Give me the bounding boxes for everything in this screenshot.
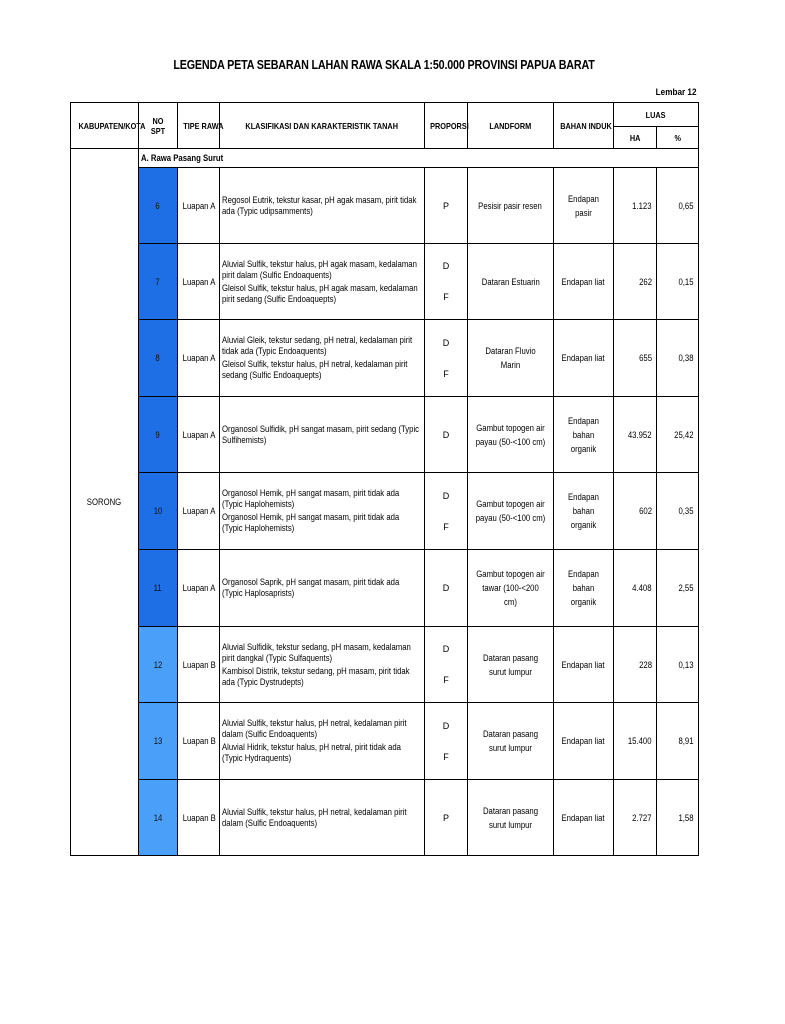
luas-ha-cell: 1.123 xyxy=(614,168,657,244)
tipe-rawa-cell: Luapan B xyxy=(178,627,220,703)
landform-cell: Dataran pasang surut lumpur xyxy=(468,627,554,703)
tipe-rawa-cell: Luapan A xyxy=(178,397,220,473)
luas-pct-cell: 0,15 xyxy=(657,244,699,320)
bahan-induk-cell: Endapan liat xyxy=(554,320,614,397)
table-row xyxy=(71,550,699,627)
kabupaten-cell: SORONG xyxy=(71,149,139,856)
tipe-rawa-cell: Luapan A xyxy=(178,473,220,550)
landform-cell: Dataran Estuarin xyxy=(468,244,554,320)
table-row xyxy=(71,320,699,397)
klasifikasi-entry: Aluvial Sulfik, tekstur halus, pH netral, kedalaman pirit dalam (Sulfic Endoaquents) xyxy=(222,718,407,739)
header-pct: % xyxy=(657,127,699,149)
sheet-number: Lembar 12 xyxy=(656,87,697,98)
bahan-induk-cell: Endapan bahan organik xyxy=(554,397,614,473)
no-spt-cell: 12 xyxy=(139,627,178,703)
no-spt-cell: 11 xyxy=(139,550,178,627)
proporsi-entry: F xyxy=(443,751,449,762)
header-klasifikasi: KLASIFIKASI DAN KARAKTERISTIK TANAH xyxy=(220,103,425,149)
tipe-rawa-cell: Luapan A xyxy=(178,320,220,397)
header-tipe-rawa: TIPE RAWA xyxy=(178,103,220,149)
tipe-rawa-cell: Luapan B xyxy=(178,703,220,780)
luas-ha-cell: 228 xyxy=(614,627,657,703)
proporsi-entry: P xyxy=(442,812,449,823)
proporsi-entry: D xyxy=(442,583,450,593)
header-ha: HA xyxy=(614,127,657,149)
proporsi-entry: D xyxy=(442,720,450,731)
bahan-induk-cell: Endapan liat xyxy=(554,627,614,703)
luas-pct-cell: 1,58 xyxy=(657,780,699,856)
proporsi-entry: D xyxy=(442,429,450,440)
luas-ha-cell: 655 xyxy=(614,320,657,397)
landform-cell: Gambut topogen air payau (50-<100 cm) xyxy=(468,397,554,473)
table-row xyxy=(71,397,699,473)
proporsi-entry: D xyxy=(442,337,450,348)
bahan-induk-cell: Endapan pasir xyxy=(554,168,614,244)
table-row xyxy=(71,703,699,780)
landform-cell: Dataran Fluvio Marin xyxy=(468,320,554,397)
klasifikasi-entry: Aluvial Gleik, tekstur sedang, pH netral, kedalaman pirit tidak ada (Typic Endoaquents) xyxy=(222,335,413,356)
table-row xyxy=(71,244,699,320)
proporsi-entry: F xyxy=(443,368,449,379)
proporsi-cell xyxy=(425,168,468,244)
table-row xyxy=(71,627,699,703)
legend-table xyxy=(70,102,699,856)
klasifikasi-entry: Aluvial Sulfidik, tekstur sedang, pH masam, kedalaman pirit dangkal (Typic Sulfaquents) xyxy=(222,641,411,663)
klasifikasi-cell xyxy=(220,703,425,780)
klasifikasi-cell xyxy=(220,244,425,320)
klasifikasi-cell xyxy=(220,397,425,473)
klasifikasi-entry: Aluvial Sulfik, tekstur halus, pH netral, kedalaman pirit dalam (Sulfic Endoaquents) xyxy=(222,806,407,828)
klasifikasi-entry: Aluvial Sulfik, tekstur halus, pH agak masam, kedalaman pirit dalam (Sulfic Endoaquents) xyxy=(222,258,417,280)
no-spt-cell: 9 xyxy=(139,397,178,473)
table-row xyxy=(71,780,699,856)
proporsi-entry: D xyxy=(442,261,450,271)
luas-pct-cell: 8,91 xyxy=(657,703,699,780)
proporsi-cell xyxy=(425,550,468,627)
proporsi-entry: D xyxy=(442,490,450,501)
bahan-induk-cell: Endapan liat xyxy=(554,244,614,320)
klasifikasi-entry: Gleisol Sulfik, tekstur halus, pH netral, kedalaman pirit sedang (Sulfic Endoaquepts) xyxy=(222,359,408,380)
luas-ha-cell: 2.727 xyxy=(614,780,657,856)
klasifikasi-cell xyxy=(220,550,425,627)
landform-cell: Gambut topogen air payau (50-<100 cm) xyxy=(468,473,554,550)
klasifikasi-entry: Kambisol Distrik, tekstur sedang, pH masam, pirit tidak ada (Typic Dystrudepts) xyxy=(222,665,410,687)
header-bahan-induk: BAHAN INDUK xyxy=(554,103,614,149)
proporsi-entry: F xyxy=(443,521,449,532)
tipe-rawa-cell: Luapan A xyxy=(178,168,220,244)
klasifikasi-entry: Aluvial Hidrik, tekstur halus, pH netral, pirit tidak ada (Typic Hydraquents) xyxy=(222,742,401,763)
klasifikasi-entry: Regosol Eutrik, tekstur kasar, pH agak masam, pirit tidak ada (Typic udipsamments) xyxy=(222,194,417,216)
klasifikasi-cell xyxy=(220,627,425,703)
proporsi-cell xyxy=(425,780,468,856)
tipe-rawa-cell: Luapan B xyxy=(178,780,220,856)
proporsi-cell xyxy=(425,627,468,703)
luas-pct-cell: 0,38 xyxy=(657,320,699,397)
header-no-spt: NO SPT xyxy=(139,103,178,149)
luas-ha-cell: 4.408 xyxy=(614,550,657,627)
bahan-induk-cell: Endapan bahan organik xyxy=(554,550,614,627)
section-row xyxy=(71,149,699,168)
no-spt-cell: 13 xyxy=(139,703,178,780)
proporsi-cell xyxy=(425,473,468,550)
proporsi-cell xyxy=(425,703,468,780)
klasifikasi-cell xyxy=(220,780,425,856)
luas-ha-cell: 262 xyxy=(614,244,657,320)
header-luas: LUAS xyxy=(614,103,699,127)
luas-pct-cell: 0,35 xyxy=(657,473,699,550)
proporsi-cell xyxy=(425,397,468,473)
klasifikasi-cell xyxy=(220,320,425,397)
luas-pct-cell: 0,13 xyxy=(657,627,699,703)
tipe-rawa-cell: Luapan A xyxy=(178,244,220,320)
proporsi-cell xyxy=(425,244,468,320)
proporsi-entry: D xyxy=(442,644,450,654)
luas-ha-cell: 15.400 xyxy=(614,703,657,780)
luas-pct-cell: 25,42 xyxy=(657,397,699,473)
luas-pct-cell: 0,65 xyxy=(657,168,699,244)
no-spt-cell: 6 xyxy=(139,168,178,244)
header-proporsi: PROPORSI xyxy=(425,103,468,149)
landform-cell: Dataran pasang surut lumpur xyxy=(468,780,554,856)
landform-cell: Gambut topogen air tawar (100-<200 cm) xyxy=(468,550,554,627)
klasifikasi-entry: Organosol Sulfidik, pH sangat masam, pirit sedang (Typic Sulfihemists) xyxy=(222,423,420,445)
table-row xyxy=(71,473,699,550)
bahan-induk-cell: Endapan liat xyxy=(554,703,614,780)
klasifikasi-entry: Gleisol Sulfik, tekstur halus, pH agak masam, kedalaman pirit sedang (Sulfic Endoaquepts) xyxy=(222,282,418,304)
landform-cell: Dataran pasang surut lumpur xyxy=(468,703,554,780)
no-spt-cell: 14 xyxy=(139,780,178,856)
tipe-rawa-cell: Luapan A xyxy=(178,550,220,627)
table-body xyxy=(71,149,699,856)
no-spt-cell: 8 xyxy=(139,320,178,397)
section-title: A. Rawa Pasang Surut xyxy=(139,149,699,168)
proporsi-cell xyxy=(425,320,468,397)
klasifikasi-cell xyxy=(220,473,425,550)
bahan-induk-cell: Endapan liat xyxy=(554,780,614,856)
no-spt-cell: 10 xyxy=(139,473,178,550)
header-kabupaten: KABUPATEN/KOTA xyxy=(71,103,139,149)
luas-pct-cell: 2,55 xyxy=(657,550,699,627)
document-title: LEGENDA PETA SEBARAN LAHAN RAWA SKALA 1:50.000 PROVINSI PAPUA BARAT xyxy=(173,58,595,72)
proporsi-entry: F xyxy=(443,292,449,302)
landform-cell: Pesisir pasir resen xyxy=(468,168,554,244)
luas-ha-cell: 602 xyxy=(614,473,657,550)
luas-ha-cell: 43.952 xyxy=(614,397,657,473)
bahan-induk-cell: Endapan bahan organik xyxy=(554,473,614,550)
klasifikasi-entry: Organosol Saprik, pH sangat masam, pirit tidak ada (Typic Haplosaprists) xyxy=(222,577,400,598)
no-spt-cell: 7 xyxy=(139,244,178,320)
klasifikasi-entry: Organosol Hemik, pH sangat masam, pirit tidak ada (Typic Haplohemists) xyxy=(222,512,400,533)
header-landform: LANDFORM xyxy=(468,103,554,149)
table-row xyxy=(71,168,699,244)
proporsi-entry: P xyxy=(442,200,449,211)
klasifikasi-entry: Organosol Hemik, pH sangat masam, pirit tidak ada (Typic Haplohemists) xyxy=(222,488,400,509)
proporsi-entry: F xyxy=(443,675,449,685)
klasifikasi-cell xyxy=(220,168,425,244)
